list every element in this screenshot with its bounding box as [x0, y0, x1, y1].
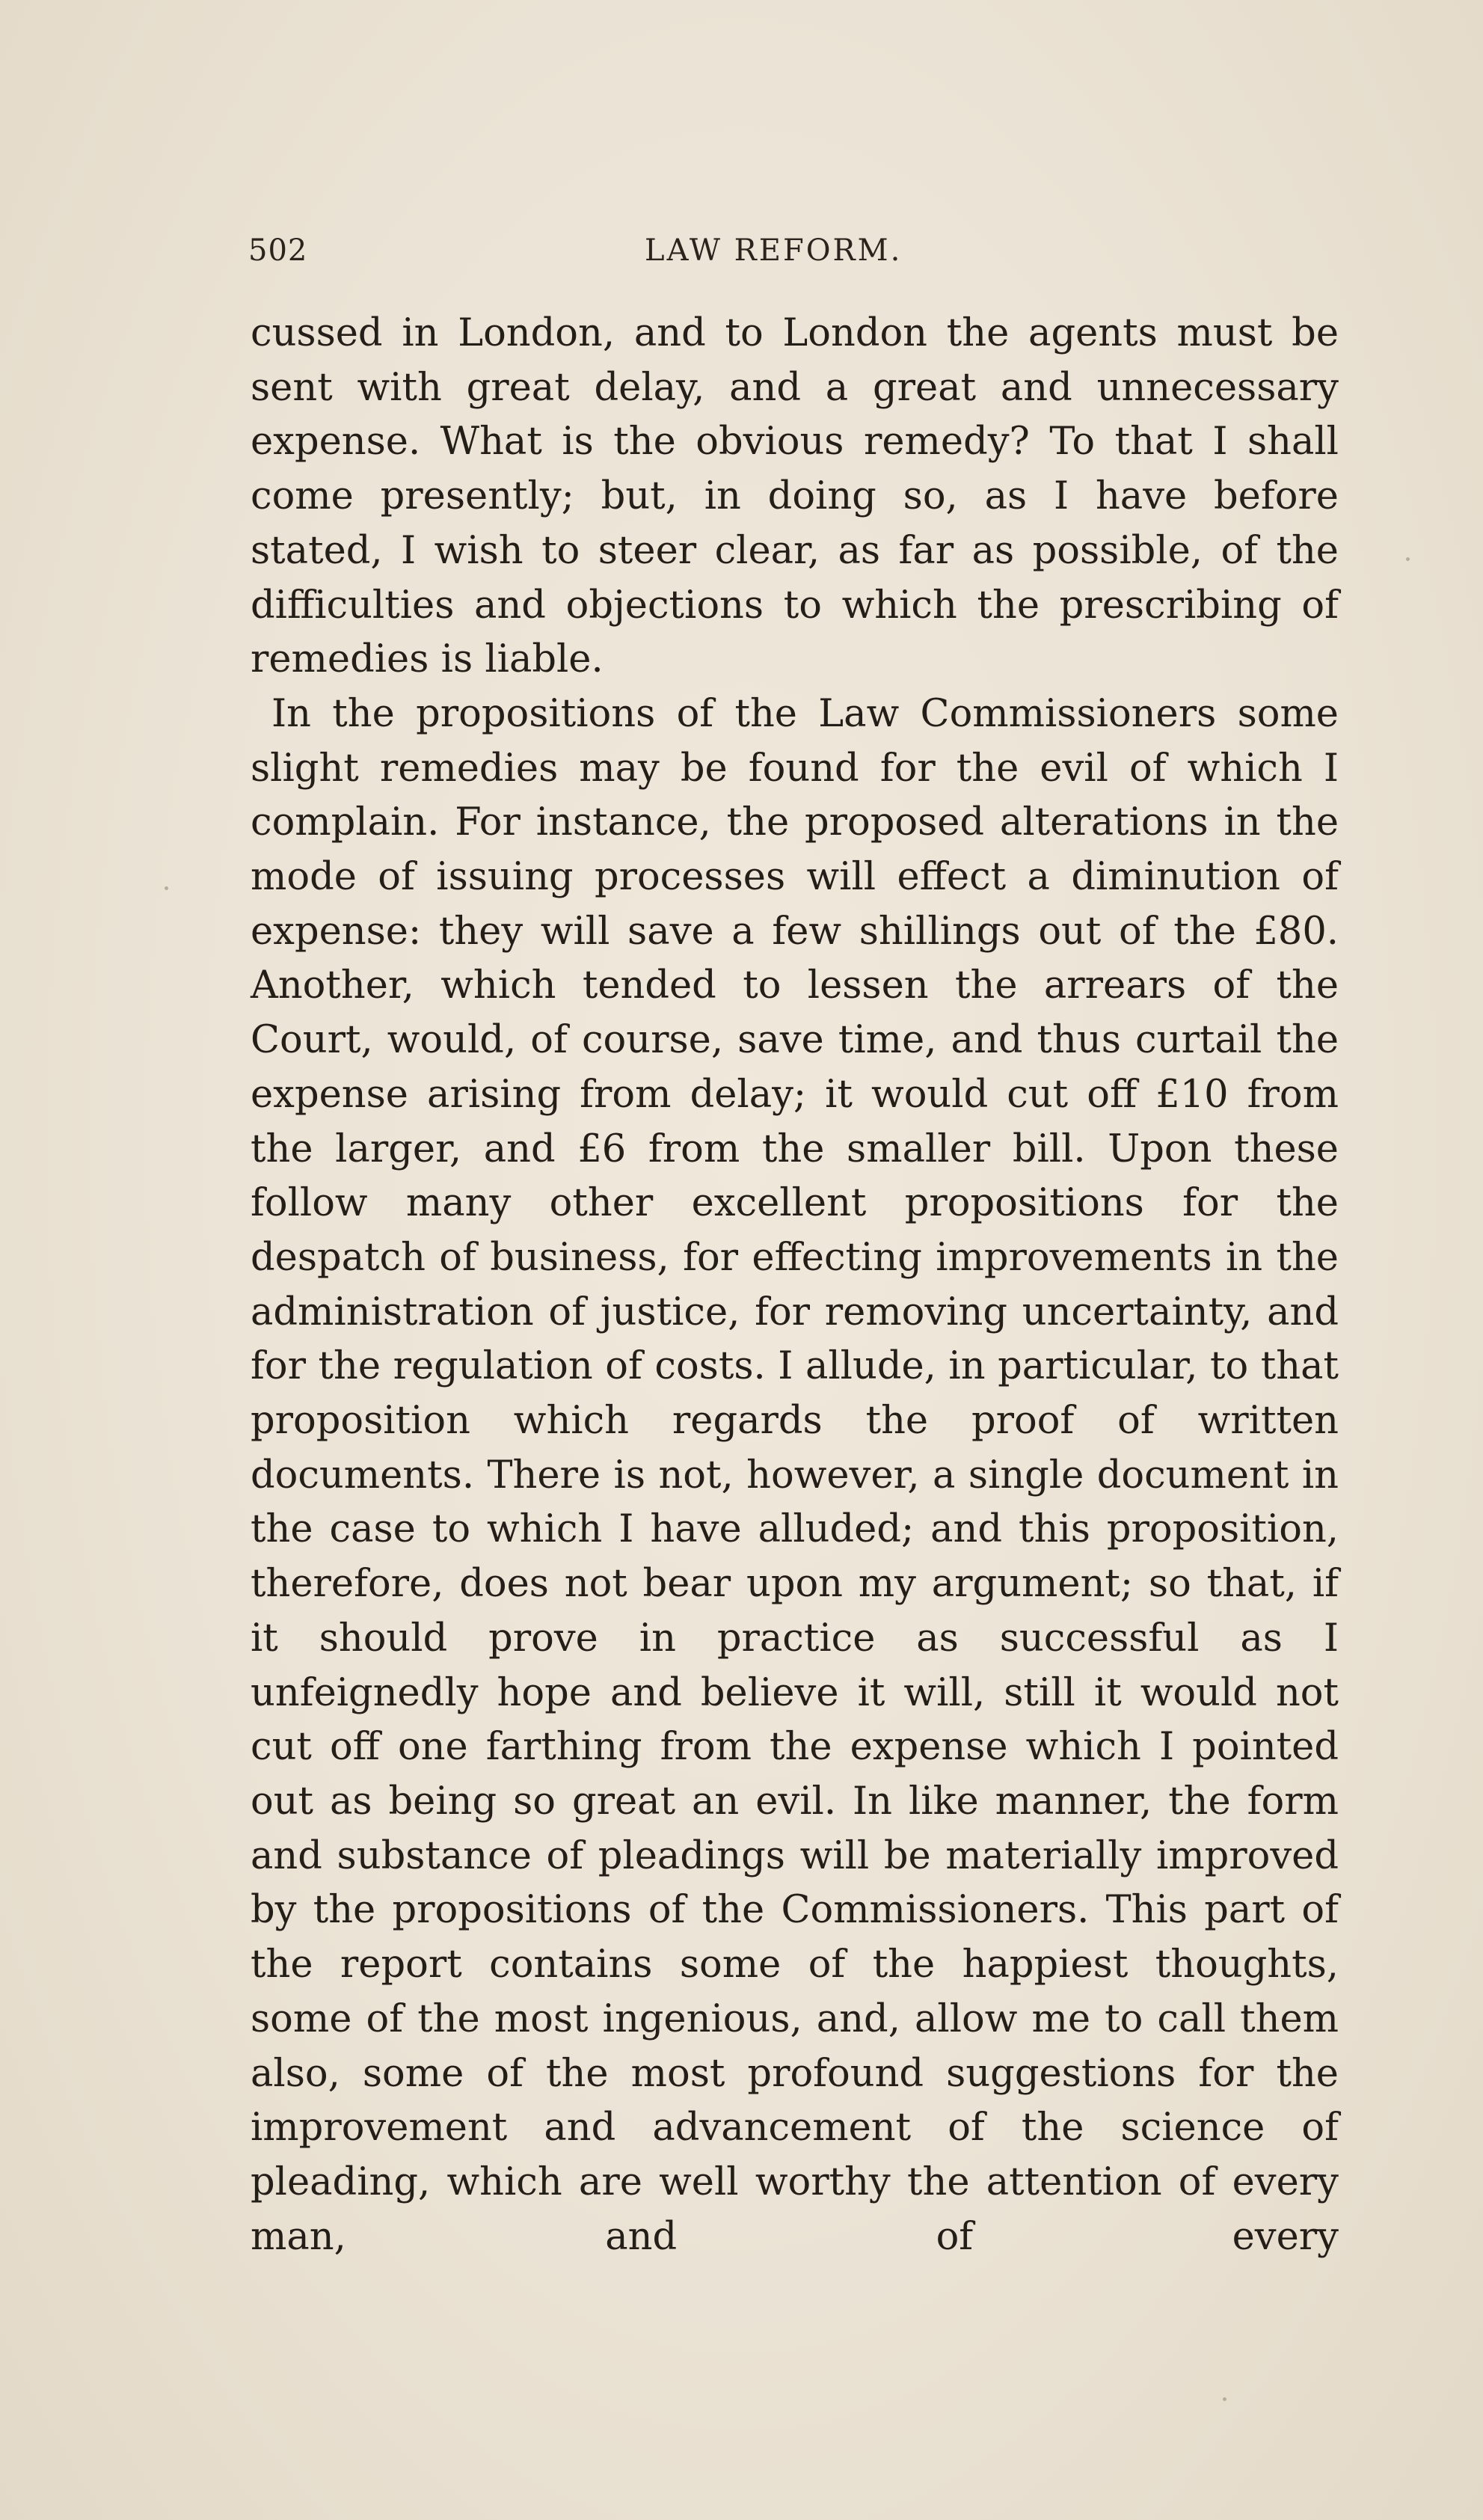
paragraph-2: In the propositions of the Law Commissioners some slight remedies may be found for the evil of which I complain. For instance, the proposed alterations in the mode of issuing processes will effect a diminution of expense: they will save a few shillings out of the £80. Another, which tended to lessen the arrears of the Court, would, of course, save time, and thus curtail the expense arising from delay; it would cut off £10 from the larger, and £6 from the smaller bill. Upon these follow many other excellent propositions for the despatch of business, for effecting improvements in the administration of justice, for removing uncertainty, and for the regulation of costs. I allude, in particular, to that proposition which regards the proof of written documents. There is not, however, a single document in the case to which I have alluded; and this proposition, therefore, does not bear upon my argument; so that, if it should prove in practice as successful as I unfeignedly hope and believe it will, still it would not cut off one farthing from the expense which I pointed out as being so great an evil. In like manner, the form and substance of pleadings will be materially improved by the propositions of the Commissioners. This part of the report contains some of the happiest thoughts, some of the most ingenious, and, allow me to call them also, some of the most profound suggestions for the improvement and advancement of the science of pleading, which are well worthy the attention of every man, and of every [251, 691, 1339, 2259]
paper-speck [1223, 2397, 1226, 2401]
page-header [248, 233, 1339, 278]
page-number: 502 [248, 233, 308, 268]
paper-speck [165, 886, 168, 890]
paragraph-1: cussed in London, and to London the agents must be sent with great delay, and a great and unnecessary expense. What is the obvious remedy? To that I shall come presently; but, in doing so, as I have before stated, I wish to steer clear, as far as possible, of the difficulties and objections to which the prescribing of remedies is liable. [251, 311, 1339, 682]
running-head: LAW REFORM. [645, 233, 903, 268]
paper-speck [1406, 557, 1410, 561]
body-text [251, 307, 1339, 2264]
